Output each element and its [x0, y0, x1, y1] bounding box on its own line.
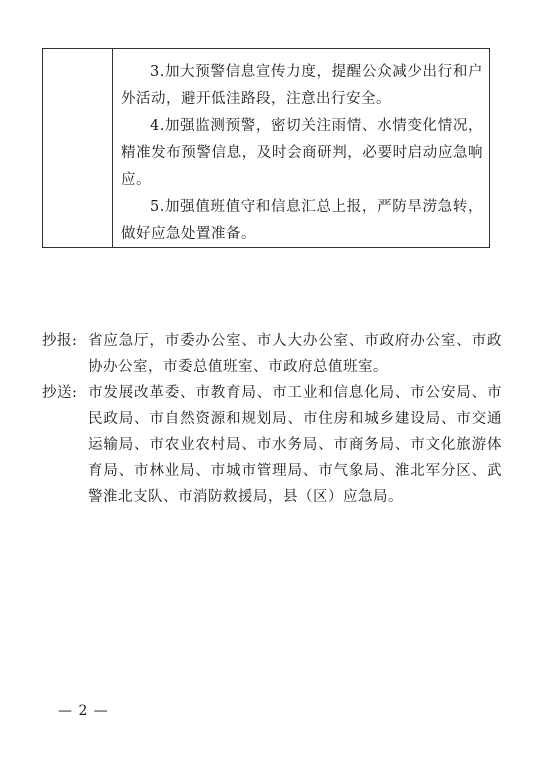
measures-table	[42, 48, 490, 248]
page-number: — 2 —	[58, 703, 109, 719]
table-left-column	[43, 49, 113, 247]
measure-item-5: 5.加强值班值守和信息汇总上报，严防旱涝急转，做好应急处置准备。	[121, 199, 483, 242]
copy-to-list: 市发展改革委、市教育局、市工业和信息化局、市公安局、市民政局、市自然资源和规划局、市住房和城乡建设局、市交通运输局、市农业农村局、市水务局、市商务局、市文化旅游体育局、市林业局、市城市管理局、市气象局、淮北军分区、武警淮北支队、市消防救援局，县（区）应急局。	[88, 385, 502, 505]
copy-to-section	[42, 380, 502, 510]
measure-item-3: 3.加大预警信息宣传力度，提醒公众减少出行和户外活动，避开低洼路段，注意出行安全。	[121, 64, 483, 107]
table-right-column	[113, 59, 489, 248]
report-to-section	[42, 328, 502, 380]
copy-to-label: 抄送:	[42, 385, 78, 401]
measure-item-4: 4.加强监测预警，密切关注雨情、水情变化情况，精准发布预警信息，及时会商研判，必要时启动应急响应。	[121, 118, 483, 188]
report-to-label: 抄报:	[42, 333, 78, 349]
report-to-list: 省应急厅，市委办公室、市人大办公室、市政府办公室、市政协办公室，市委总值班室、市政府总值班室。	[88, 333, 502, 375]
